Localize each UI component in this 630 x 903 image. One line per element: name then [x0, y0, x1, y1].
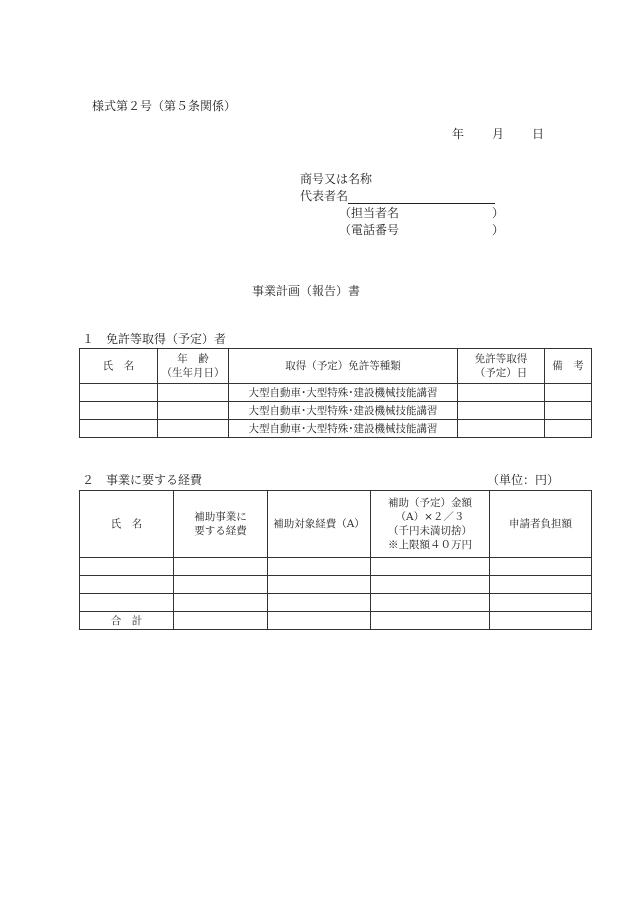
header-remarks: 備 考	[545, 349, 592, 384]
phone-close-paren: ）	[492, 223, 505, 237]
date-cell[interactable]	[458, 384, 545, 402]
subsidy-cell[interactable]	[371, 576, 490, 594]
header-acquisition-date: 免許等取得 （予定）日	[458, 349, 545, 384]
table-row	[80, 594, 592, 612]
header-eligible-cost: 補助対象経費（A）	[268, 491, 371, 558]
total-eligible-cost-cell[interactable]	[268, 612, 371, 630]
contact-person-label: （担当者名	[339, 206, 400, 220]
license-holders-table	[79, 348, 592, 438]
header-age: 年 齢 （生年月日）	[158, 349, 229, 384]
header-project-cost: 補助事業に 要する経費	[174, 491, 268, 558]
name-cell[interactable]	[80, 558, 174, 576]
subsidy-cell[interactable]	[371, 594, 490, 612]
name-cell[interactable]	[80, 576, 174, 594]
representative-label: 代表者名	[300, 189, 349, 203]
form-number: 様式第２号（第５条関係）	[92, 99, 237, 113]
table-row	[80, 576, 592, 594]
table-header-row	[80, 349, 592, 384]
date-line	[452, 125, 544, 142]
table-row	[80, 420, 592, 438]
name-cell[interactable]	[80, 402, 158, 420]
expenses-table	[79, 490, 592, 630]
burden-cell[interactable]	[490, 594, 592, 612]
name-cell[interactable]	[80, 384, 158, 402]
subsidy-cell[interactable]	[371, 558, 490, 576]
header-name: 氏 名	[80, 491, 174, 558]
company-name-label: 商号又は名称	[300, 172, 373, 186]
header-applicant-burden: 申請者負担額	[490, 491, 592, 558]
date-cell[interactable]	[458, 402, 545, 420]
day-label: 日	[532, 127, 545, 141]
total-subsidy-cell[interactable]	[371, 612, 490, 630]
contact-person-line	[339, 204, 505, 221]
header-name: 氏 名	[80, 349, 158, 384]
header-subsidy-amount: 補助（予定）金額 （A）×２／３ （千円未満切捨） ※上限額４０万円	[371, 491, 490, 558]
contact-close-paren: ）	[492, 206, 505, 220]
license-cell: 大型自動車･大型特殊･建設機械技能講習	[229, 420, 458, 438]
representative-line	[300, 187, 495, 204]
table-row	[80, 558, 592, 576]
project-cost-cell[interactable]	[174, 576, 268, 594]
burden-cell[interactable]	[490, 576, 592, 594]
date-cell[interactable]	[458, 420, 545, 438]
burden-cell[interactable]	[490, 558, 592, 576]
age-cell[interactable]	[158, 402, 229, 420]
license-cell: 大型自動車･大型特殊･建設機械技能講習	[229, 384, 458, 402]
eligible-cost-cell[interactable]	[268, 558, 371, 576]
license-cell: 大型自動車･大型特殊･建設機械技能講習	[229, 402, 458, 420]
name-cell[interactable]	[80, 420, 158, 438]
eligible-cost-cell[interactable]	[268, 594, 371, 612]
name-cell[interactable]	[80, 594, 174, 612]
month-label: 月	[492, 127, 505, 141]
age-cell[interactable]	[158, 420, 229, 438]
project-cost-cell[interactable]	[174, 558, 268, 576]
phone-number-label: （電話番号	[339, 223, 400, 237]
year-label: 年	[452, 127, 465, 141]
remarks-cell[interactable]	[545, 420, 592, 438]
total-burden-cell[interactable]	[490, 612, 592, 630]
document-title: 事業計画（報告）書	[252, 284, 361, 298]
project-cost-cell[interactable]	[174, 594, 268, 612]
total-project-cost-cell[interactable]	[174, 612, 268, 630]
section2-title: ２ 事業に要する経費	[82, 473, 203, 487]
table-row	[80, 384, 592, 402]
phone-number-line	[339, 221, 505, 238]
total-label: 合 計	[80, 612, 174, 630]
section1-title: １ 免許等取得（予定）者	[82, 332, 227, 346]
remarks-cell[interactable]	[545, 384, 592, 402]
remarks-cell[interactable]	[545, 402, 592, 420]
representative-signature-line	[348, 191, 495, 204]
table-header-row	[80, 491, 592, 558]
total-row	[80, 612, 592, 630]
header-license-type: 取得（予定）免許等種類	[229, 349, 458, 384]
eligible-cost-cell[interactable]	[268, 576, 371, 594]
age-cell[interactable]	[158, 384, 229, 402]
unit-label: （単位：円）	[487, 473, 560, 487]
table-row	[80, 402, 592, 420]
